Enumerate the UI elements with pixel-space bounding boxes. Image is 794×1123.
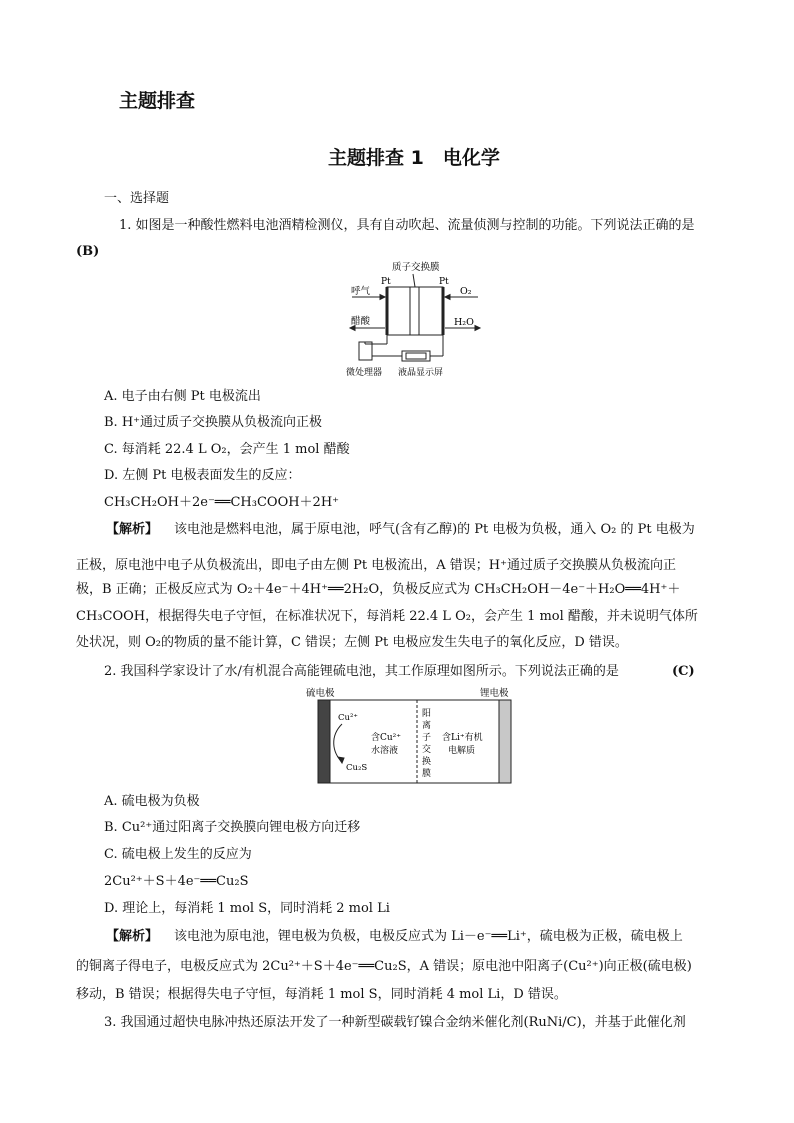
q1-analysis-line-3: 极，B 正确；正极反应式为 O₂＋4e⁻＋4H⁺══2H₂O，负极反应式为 CH₃CH₂OH－4e⁻＋H₂O══4H⁺＋	[76, 582, 681, 597]
lithium-electrode-label: 锂电极	[480, 688, 509, 699]
q2-option-c: C. 硫电极上发生的反应为	[104, 847, 252, 862]
part-heading: 一、选择题	[104, 191, 170, 206]
q1-option-c: C. 每消耗 22.4 L O₂，会产生 1 mol 醋酸	[104, 442, 350, 457]
processor-label: 微处理器	[346, 368, 383, 378]
q1-analysis-line-4: CH₃COOH，根据得失电子守恒，在标准状况下，每消耗 22.4 L O₂，会产生 1 mol 醋酸，并未说明气体所	[76, 609, 698, 624]
acetic-label: 醋酸	[351, 316, 371, 327]
q2-analysis-line-2: 的铜离子得电子，电极反应式为 2Cu²⁺＋S＋4e⁻══Cu₂S，A 错误；原电池中阳离子(Cu²⁺)向正极(硫电极)	[76, 959, 692, 974]
membrane-char-5: 换	[422, 757, 432, 767]
q1-analysis-tag: 【解析】	[106, 522, 159, 537]
membrane-char-2: 离	[422, 721, 432, 731]
organic-label-2: 电解质	[448, 746, 476, 756]
q2-option-d: D. 理论上，每消耗 1 mol S，同时消耗 2 mol Li	[104, 901, 390, 916]
section-title: 主题排查	[119, 90, 196, 112]
fuel-cell-diagram	[340, 260, 490, 382]
membrane-label: 质子交换膜	[392, 262, 440, 273]
sulfur-electrode	[318, 700, 330, 783]
pt-left-label: Pt	[381, 277, 391, 287]
topic-title: 主题排查 1 电化学	[328, 147, 500, 169]
q1-option-d: D. 左侧 Pt 电极表面发生的反应：	[104, 468, 301, 483]
q1-analysis-line-5: 处状况，则 O₂的物质的量不能计算，C 错误；左侧 Pt 电极应发生失电子的氧化反应，D 错误。	[76, 635, 628, 650]
q1-option-b: B. H⁺通过质子交换膜从负极流向正极	[104, 415, 323, 430]
membrane-char-3: 子	[422, 733, 432, 743]
q2-option-a: A. 硫电极为负极	[104, 794, 200, 809]
q2-analysis-line-3: 移动，B 错误；根据得失电子守恒，每消耗 1 mol S，同时消耗 4 mol Li，D 错误。	[76, 987, 567, 1002]
membrane-char-4: 交	[422, 745, 432, 755]
membrane	[410, 287, 419, 335]
q2-option-c-equation: 2Cu²⁺＋S＋4e⁻══Cu₂S	[104, 874, 249, 889]
q2-answer: (C)	[672, 664, 695, 679]
h2o-label: H₂O	[454, 317, 474, 328]
q1-stem: 1. 如图是一种酸性燃料电池酒精检测仪，具有自动吹起、流量侦测与控制的功能。下列说法正确的是	[119, 218, 695, 233]
membrane-char-6: 膜	[422, 769, 432, 779]
display-label: 液晶显示屏	[398, 368, 444, 378]
membrane-char-1: 阳	[422, 709, 432, 719]
cell-body	[387, 287, 443, 335]
o2-label: O₂	[460, 286, 472, 297]
aqueous-label-1: 含Cu²⁺	[371, 733, 402, 743]
q2-analysis-tag: 【解析】	[106, 929, 159, 944]
pt-right-label: Pt	[439, 277, 449, 287]
q3-stem: 3. 我国通过超快电脉冲热还原法开发了一种新型碳载钌镍合金纳米催化剂(RuNi/C)，并基于此催化剂	[104, 1015, 686, 1030]
lithium-electrode	[499, 700, 511, 783]
q2-stem: 2. 我国科学家设计了水/有机混合高能锂硫电池，其工作原理如图所示。下列说法正确的是	[104, 664, 619, 679]
cu2s-label: Cu₂S	[346, 763, 368, 773]
breath-label: 呼气	[351, 286, 371, 297]
sulfur-electrode-label: 硫电极	[306, 688, 335, 699]
q1-option-a: A. 电子由右侧 Pt 电极流出	[104, 389, 261, 404]
q1-analysis-line-2: 正极，原电池中电子从负极流出，即电子由左侧 Pt 电极流出，A 错误；H⁺通过质子交换膜从负极流向正	[76, 558, 676, 573]
q2-analysis-line-1: 该电池为原电池，锂电极为负极，电极反应式为 Li－e⁻══Li⁺，硫电极为正极，硫电极上	[174, 929, 683, 944]
q1-analysis-line-1: 该电池是燃料电池，属于原电池，呼气(含有乙醇)的 Pt 电极为负极，通入 O₂ 的 Pt 电极为	[174, 522, 695, 537]
li-s-battery-diagram	[302, 686, 520, 788]
processor-box	[359, 342, 372, 360]
q1-answer: (B)	[76, 244, 100, 259]
aqueous-label-2: 水溶液	[371, 746, 399, 756]
cu-ion-label: Cu²⁺	[338, 713, 358, 723]
q1-option-d-equation: CH₃CH₂OH＋2e⁻══CH₃COOH＋2H⁺	[104, 495, 340, 510]
organic-label-1: 含Li⁺有机	[442, 733, 483, 743]
q2-option-b: B. Cu²⁺通过阳离子交换膜向锂电极方向迁移	[104, 820, 361, 835]
